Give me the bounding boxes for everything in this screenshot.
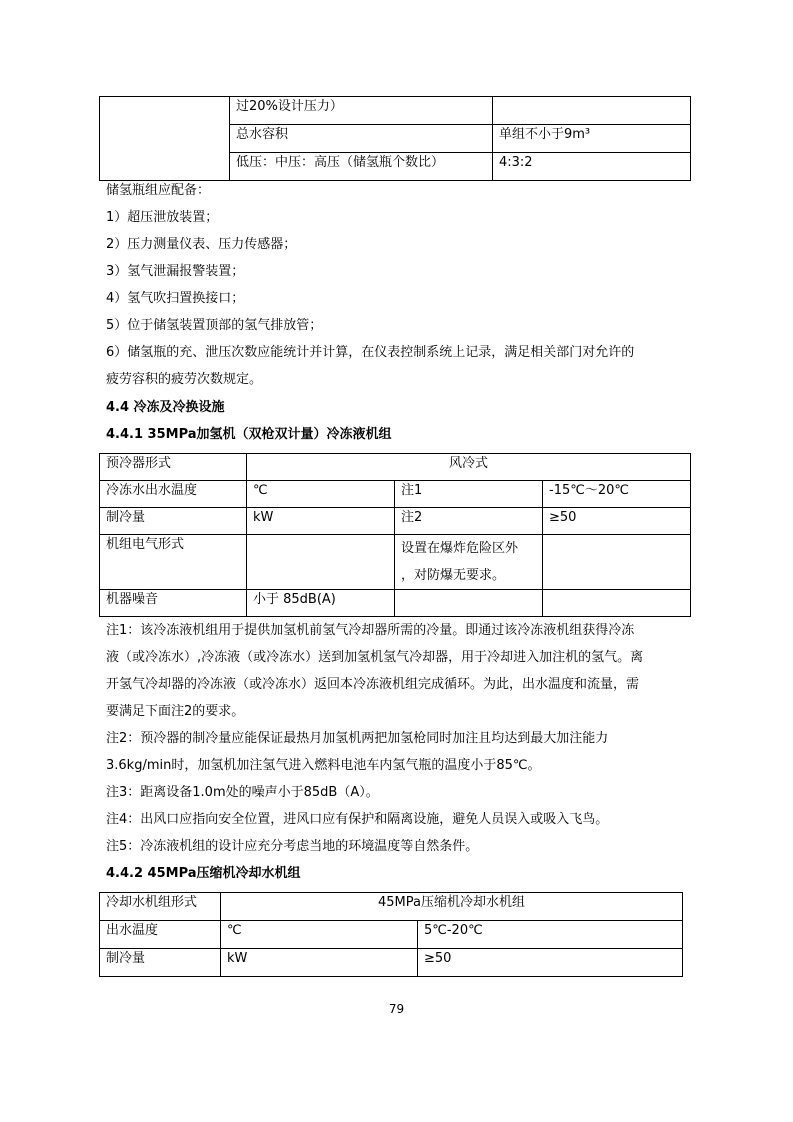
note-line: 注5：冷冻液机组的设计应充分考虑当地的环境温度等自然条件。 [106, 839, 479, 854]
list-item: 疲劳容积的疲劳次数规定。 [106, 372, 263, 387]
note-line: 液（或冷冻水）,冷冻液（或冷冻水）送到加氢机氢气冷却器，用于冷却进入加注机的氢气。离 [106, 650, 644, 665]
table-cell: 注2 [395, 508, 543, 535]
table-cell: 45MPa压缩机冷却水机组 [221, 893, 683, 921]
table-cell: 出水温度 [100, 921, 221, 949]
list-item: 1）超压泄放装置； [106, 210, 219, 225]
table-cell: ℃ [247, 481, 395, 508]
table-cell-line: ，对防爆无要求。 [401, 568, 506, 583]
table-cell: 机器噪音 [100, 590, 247, 617]
list-item: 3）氢气泄漏报警装置； [106, 264, 245, 279]
table-cell [543, 590, 691, 617]
table-cell: ≥50 [418, 949, 683, 977]
table-cell: 预冷器形式 [100, 454, 247, 481]
table-cell: ≥50 [543, 508, 691, 535]
chiller-table [99, 453, 691, 617]
section-heading: 4.4.1 35MPa加氢机（双枪双计量）冷冻液机组 [106, 427, 392, 442]
top-table-cell [493, 97, 691, 125]
table-cell: 小于 85dB(A) [247, 590, 395, 617]
table-cell [247, 535, 395, 590]
note-line: 注1：该冷冻液机组用于提供加氢机前氢气冷却器所需的冷量。即通过该冷冻液机组获得冷冻 [106, 623, 635, 638]
table-cell: 风冷式 [247, 454, 691, 481]
table-cell-line: 设置在爆炸危险区外 [401, 541, 519, 556]
note-line: 3.6kg/min时，加氢机加注氢气进入燃料电池车内氢气瓶的温度小于85℃。 [106, 758, 541, 773]
top-table-cell: 4:3:2 [493, 153, 691, 181]
table-cell: 5℃-20℃ [418, 921, 683, 949]
top-table-merged-cell [100, 97, 230, 181]
table-cell: -15℃～20℃ [543, 481, 691, 508]
table-cell: kW [247, 508, 395, 535]
cooler-table [99, 892, 683, 977]
note-line: 注3：距离设备1.0m处的噪声小于85dB（A）。 [106, 785, 379, 800]
table-cell: 机组电气形式 [100, 535, 247, 590]
page-number: 79 [388, 1002, 405, 1016]
table-cell [395, 535, 543, 590]
section-heading: 4.4.2 45MPa压缩机冷却水机组 [106, 866, 301, 881]
note-line: 注2：预冷器的制冷量应能保证最热月加氢机两把加氢枪同时加注且均达到最大加注能力 [106, 731, 609, 746]
top-table-cell: 总水容积 [230, 125, 493, 153]
table-cell: 注1 [395, 481, 543, 508]
table-cell [395, 590, 543, 617]
top-table [99, 96, 691, 181]
note-line: 注4：出风口应指向安全位置，进风口应有保护和隔离设施，避免人员误入或吸入飞鸟。 [106, 812, 609, 827]
table-cell: 制冷量 [100, 949, 221, 977]
list-item: 4）氢气吹扫置换接口； [106, 291, 245, 306]
table-cell: 冷却水机组形式 [100, 893, 221, 921]
table-cell: 制冷量 [100, 508, 247, 535]
top-table-cell: 低压：中压：高压（储氢瓶个数比） [230, 153, 493, 181]
section-heading: 4.4 冷冻及冷换设施 [106, 400, 225, 415]
note-line: 要满足下面注2的要求。 [106, 704, 245, 719]
top-table-cell: 过20%设计压力） [230, 97, 493, 125]
top-table-cell: 单组不小于9m³ [493, 125, 691, 153]
note-line: 开氢气冷却器的冷冻液（或冷冻水）返回本冷冻液机组完成循环。为此，出水温度和流量，需 [106, 677, 640, 692]
list-item: 6）储氢瓶的充、泄压次数应能统计并计算，在仪表控制系统上记录，满足相关部门对允许的 [106, 345, 635, 360]
list-item: 5）位于储氢装置顶部的氢气排放管； [106, 318, 323, 333]
table-cell: ℃ [221, 921, 418, 949]
table-cell [543, 535, 691, 590]
storage-intro: 储氢瓶组应配备： [106, 183, 211, 198]
list-item: 2）压力测量仪表、压力传感器； [106, 237, 297, 252]
table-cell: 冷冻水出水温度 [100, 481, 247, 508]
table-cell: kW [221, 949, 418, 977]
